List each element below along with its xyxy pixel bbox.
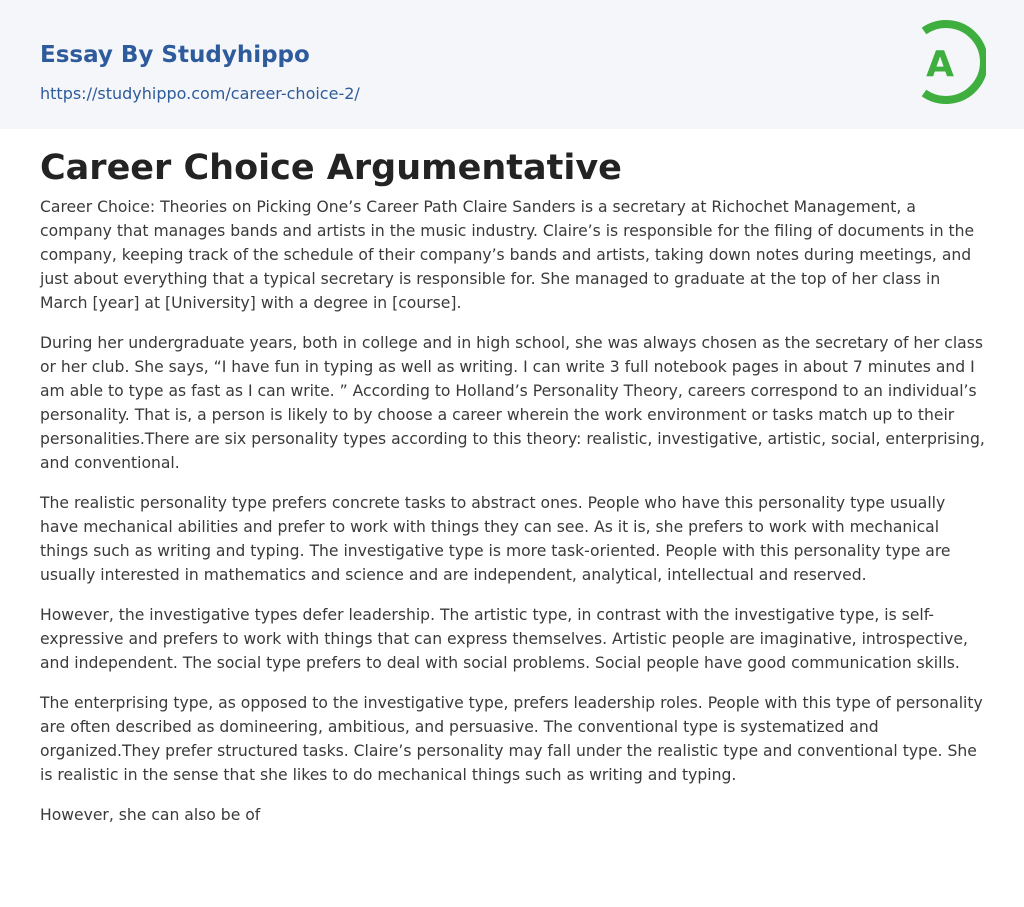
essay-paragraph: The enterprising type, as opposed to the investigative type, prefers leadership roles. People with this type of personality are often described as domineering, ambitious, and persuasive. The conventional type is systematized and organized.They prefer structured tasks. Claire’s personality may fall under the realistic type and conventional type. She is realistic in the sense that she likes to do mechanical things such as writing and typing. — [40, 694, 983, 784]
essay-paragraph: Career Choice: Theories on Picking One’s Career Path Claire Sanders is a secretary at Richochet Management, a company that manages bands and artists in the music industry. Claire’s is responsible for the filing of documents in the company, keeping track of the schedule of their company’s bands and artists, taking down notes during meetings, and just about everything that a typical secretary is responsible for. She managed to graduate at the top of her class in March [year] at [University] with a degree in [course]. — [40, 198, 975, 312]
studyhippo-logo-icon[interactable] — [912, 19, 986, 105]
essay-paragraph: However, she can also be of — [40, 806, 261, 824]
essay-paragraph: During her undergraduate years, both in college and in high school, she was always chosen as the secretary of her class or her club. She says, “I have fun in typing as well as writing. I can write 3 full notebook pages in about 7 minutes and I am able to type as fast as I can write. ” According to Holland’s Personality Theory, careers correspond to an individual’s personality. That is, a person is likely to by choose a career wherein the work environment or tasks match up to their personalities.There are six personality types according to this theory: realistic, investigative, artistic, social, enterprising, and conventional. — [40, 334, 985, 472]
essay-content — [40, 146, 985, 843]
essay-paragraph: The realistic personality type prefers concrete tasks to abstract ones. People who have this personality type usually have mechanical abilities and prefer to work with things they can see. As it is, she prefers to work with mechanical things such as writing and typing. The investigative type is more task-oriented. People with this personality type are usually interested in mathematics and science and are independent, analytical, intellectual and reserved. — [40, 494, 951, 584]
page-header — [0, 0, 1024, 129]
logo-letter: A — [926, 44, 954, 85]
essay-paragraph: However, the investigative types defer leadership. The artistic type, in contrast with the investigative type, is self-expressive and prefers to work with things that can express themselves. Artistic people are imaginative, introspective, and independent. The social type prefers to deal with social problems. Social people have good communication skills. — [40, 606, 968, 672]
source-url-link[interactable]: https://studyhippo.com/career-choice-2/ — [40, 84, 360, 103]
brand-title: Essay By Studyhippo — [40, 42, 310, 68]
essay-title: Career Choice Argumentative — [40, 148, 622, 188]
